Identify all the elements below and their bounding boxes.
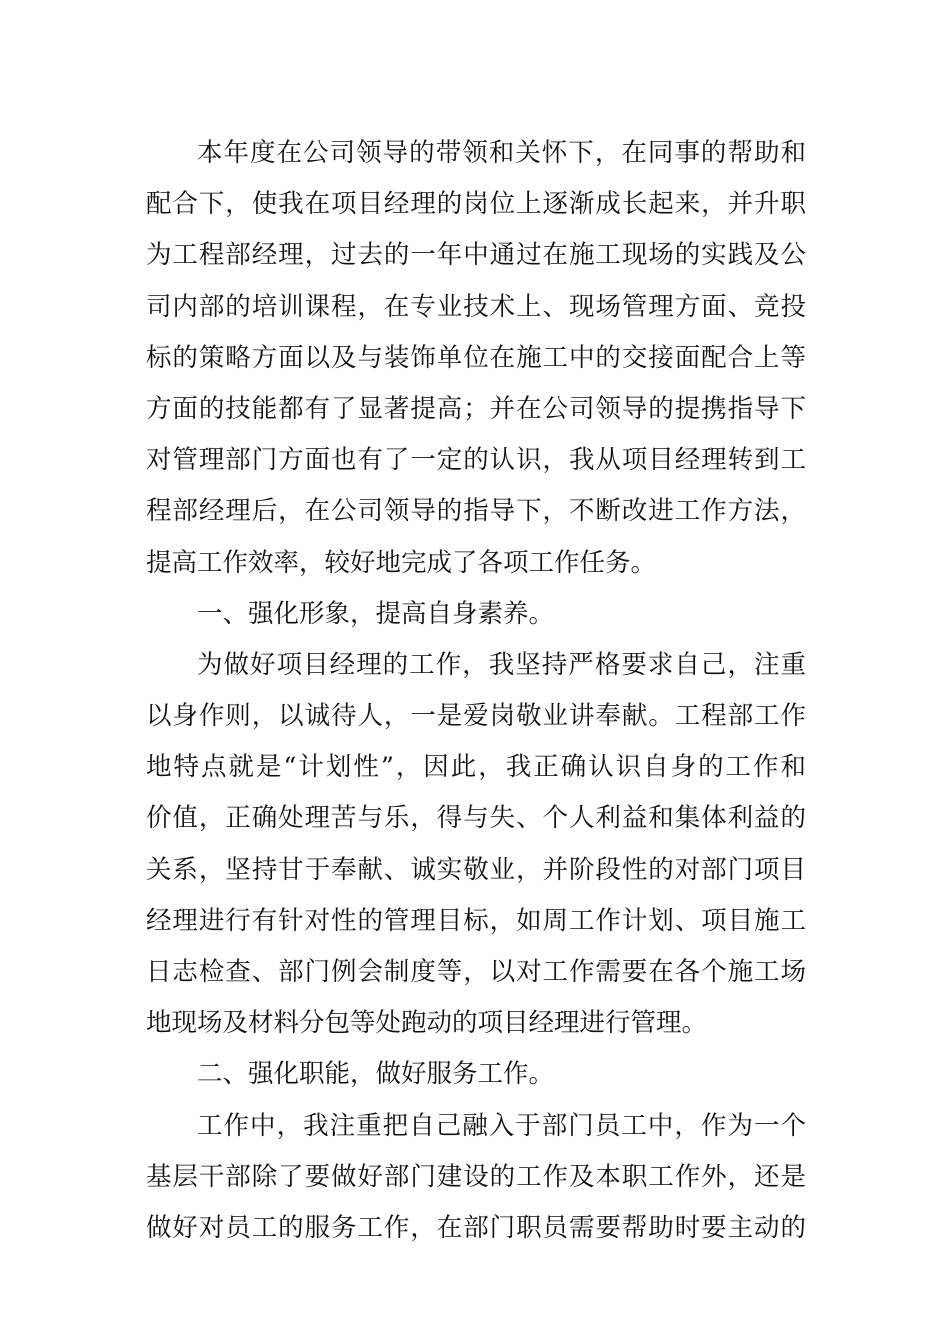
text-line: 配合下，使我在项目经理的岗位上逐渐成长起来，并升职	[146, 189, 806, 220]
text-line: 本年度在公司领导的带领和关怀下，在同事的帮助和	[197, 138, 806, 168]
text-line: 方面的技能都有了显著提高；并在公司领导的提携指导下	[146, 393, 806, 424]
text-line: 司内部的培训课程，在专业技术上、现场管理方面、竞投	[146, 291, 806, 322]
text-line: 一、强化形象，提高自身素养。	[197, 598, 555, 629]
text-line: 工作中，我注重把自己融入于部门员工中，作为一个	[197, 1110, 806, 1141]
text-line: 为做好项目经理的工作，我坚持严格要求自己，注重	[197, 649, 806, 680]
text-line: 经理进行有针对性的管理目标，如周工作计划、项目施工	[146, 905, 806, 936]
text-line: 做好对员工的服务工作，在部门职员需要帮助时要主动的	[146, 1212, 806, 1243]
text-line: 关系，坚持甘于奉献、诚实敬业，并阶段性的对部门项目	[146, 854, 806, 885]
section-heading	[146, 589, 806, 640]
section-heading	[146, 1049, 806, 1100]
text-line: 标的策略方面以及与装饰单位在施工中的交接面配合上等	[146, 342, 806, 373]
document-body	[146, 128, 806, 1254]
text-line: 提高工作效率，较好地完成了各项工作任务。	[146, 547, 657, 578]
body-paragraph	[146, 1101, 806, 1255]
text-line: 基层干部除了要做好部门建设的工作及本职工作外，还是	[146, 1161, 806, 1192]
text-line: 对管理部门方面也有了一定的认识，我从项目经理转到工	[146, 445, 806, 476]
text-line: 日志检查、部门例会制度等，以对工作需要在各个施工场	[146, 957, 806, 987]
body-paragraph	[146, 640, 806, 1050]
text-line: 二、强化职能，做好服务工作。	[197, 1059, 555, 1090]
text-line: 程部经理后，在公司领导的指导下，不断改进工作方法，	[146, 496, 806, 527]
body-paragraph	[146, 128, 806, 589]
text-line: 价值，正确处理苦与乐，得与失、个人利益和集体利益的	[146, 803, 806, 834]
text-line: 地特点就是“计划性”，因此，我正确认识自身的工作和	[146, 752, 806, 783]
text-line: 地现场及材料分包等处跑动的项目经理进行管理。	[146, 1008, 708, 1039]
text-line: 为工程部经理，过去的一年中通过在施工现场的实践及公	[146, 240, 806, 271]
text-line: 以身作则，以诚待人，一是爱岗敬业讲奉献。工程部工作	[146, 701, 806, 732]
